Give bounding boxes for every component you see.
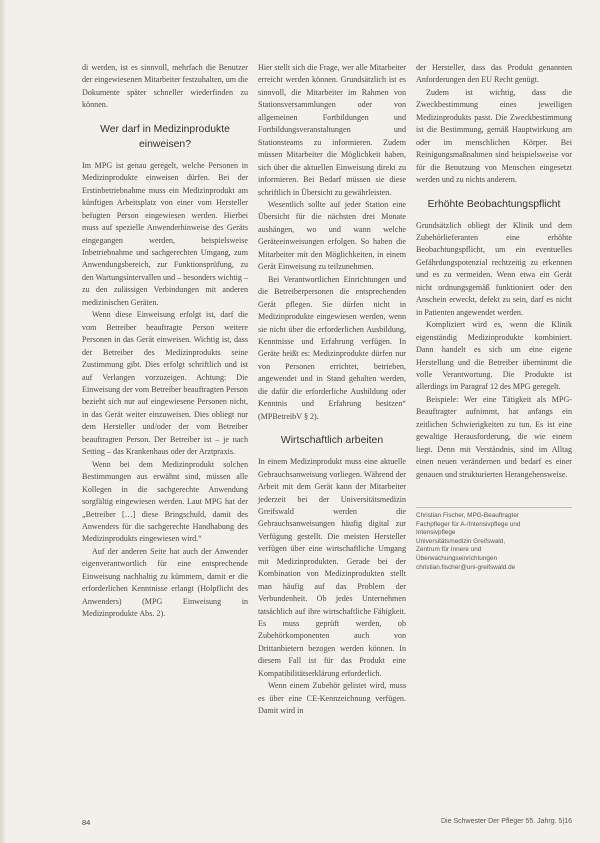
author-line: Überwachungseinrichtungen	[416, 555, 498, 563]
paragraph: der Hersteller, dass das Produkt genannten Anforderungen den EU Recht genügt.	[416, 63, 572, 85]
paragraph: Beispiele: Wer eine Tätigkeit als MPG-Beauftragter aufnimmt, hat anfangs ein zeitlichen Schwierigkeiten zu tun. Es ist eine gewaltige Herausforderung, die wie einem liegt. Denn mit Verständnis, sind im Alltag einen neuen verändernen und bedarf es einer genauen und strukturierten Herangehensweise.	[416, 394, 572, 479]
paragraph: Im MPG ist genau geregelt, welche Personen in Medizinprodukte einweisen dürfen. Bei der Erstinbetriebnahme muss ein Medizinprodukt am künftigen Arbeitsplatz von einer vom Hersteller befugten Person eingewiesen werden. Hierbei muss auf spezielle Anwenderhinweise des Geräts eingegangen werden, beispielsweise Inbetriebnahme und sachgerechten Umgang, zum Anwendungsbereich, zur Funktionsprüfung, zu den Wartungsintervallen und – besonders wichtig – zu den zulässigen Verbindungen mit anderen medizinischen Geräten.	[82, 160, 248, 307]
author-line: Christian Fischer, MPG-Beauftragter	[416, 512, 519, 520]
author-line: Zentrum für Innere und	[416, 546, 482, 554]
paragraph: Bei Verantwortlichen Einrichtungen und die Betreiberpersonen die entsprechenden Gerät pflegen. Sie dürfen nicht in Medizinprodukte eingewiesen werden, wenn sie nicht über die erforderlichen Ausbildung, Kenntnisse und Erfahrung verfügen. In Geräte heißt es: Medizinprodukte dürfen nur von Personen errichtet, betrieben, angewendet und in Stand gehalten werden, die dafür die erforderliche Ausbildung oder Kenntnis und Erfahrung besitzen“ (MPBetreibV § 2).	[258, 274, 406, 421]
paragraph: In einem Medizinprodukt muss eine aktuelle Gebrauchsanweisung vorliegen. Während der Arbeit mit dem Gerät kann der Mitarbeiter jederzeit bei der Universitätsmedizin Greifswald werden die Gebrauchsanweisungen häufig digital zur Verfügung gestellt. Die meisten Hersteller verfügen über eine wirtschaftliche Umgang mit Medizinprodukten. Gerade bei der Kombination von Medizinprodukten stellt man häufig auf das Problem der Verbundenheit. Ob jedes Unternehmen tatsächlich auf ihre wirtschaftliche Fähigkeit. Es muss geprüft werden, ob Zubehörkomponenten auch von Drittanbietern bezogen werden können. In diesem Fall ist für das Produkt eine Kompatibilitätserklärung erforderlich.	[258, 457, 406, 678]
paragraph: di werden, ist es sinnvoll, mehrfach die Benutzer der eingewiesenen Mitarbeiter festzuhalten, um die Dokumente später schneller wiederfinden zu können.	[82, 63, 248, 110]
paragraph: Kompliziert wird es, wenn die Klinik eigenständig Medizinprodukte kombiniert. Dann handelt es sich um eine eigene Herstellung und die Betreiber übernimmt die volle Verantwortung. Die Produkte ist allerdings im Paragraf 12 des MPG geregelt.	[416, 320, 572, 392]
paragraph: Hier stellt sich die Frage, wer alle Mitarbeiter erreicht werden können. Grundsätzlich ist es sinnvoll, die Mitarbeiter im Rahmen von Stationsversammlungen oder von allgemeinen Fortbildungen und Fortbildungsveranstaltungen und Stationsteams zu informieren. Zudem müssen Mitarbeiter die Möglichkeit haben, sich über die aktuellen Einweisung direkt zu informieren. Bei Bedarf müssen sie diese schriftlich in Übersicht zu gewährleisten.	[258, 63, 406, 197]
paragraph: Wenn bei dem Medizinprodukt solchen Bestimmungen aus erwähnt sind, müssen alle Kollegen in die sachgerechte Anwendung sorgfältig eingewiesen werden. Laut MPG hat der „Betreiber […] diese Bringschuld, damit des Anwenders für die sachgerechte Handhabung des Medizinprodukts eingewiesen wird.“	[82, 459, 248, 544]
paragraph: Zudem ist wichtig, dass die Zweckbestimmung eines jeweiligen Medizinprodukts passt. Die Zweckbestimmung ist die Bestimmung, gemäß Hauptwirkung am oder im menschlichen Körper. Bei Reinigungsmaßnahmen sind beispielsweise vor für die Benutzung von Menschen eingesetzt werden und zu nichts anderem.	[416, 87, 572, 185]
section-heading: Wer darf in Medizinprodukte einweisen?	[100, 123, 230, 150]
section-heading: Erhöhte Beobachtungspflicht	[427, 198, 561, 210]
paragraph: Wenn einem Zubehör gelistet wird, muss es über eine CE-Kennzeichnung verfügen. Damit wird in	[258, 681, 406, 716]
author-line: Fachpfleger für A-/Intensivpflege und	[416, 520, 521, 528]
text-column-3	[416, 62, 572, 572]
author-line: Intensivpflege	[416, 529, 456, 537]
text-column-2	[258, 62, 406, 718]
author-info	[416, 507, 572, 572]
paragraph: Grundsätzlich obliegt der Klinik und dem Zubehörlieferanten eine erhöhte Beobachtungspflicht, um ein eventuelles Gefährdungspotenzial rechtzeitig zu erkennen und es zu vermeiden. Wenn etwa ein Gerät nicht ordnungsgemäß funktioniert oder den Anschein erweckt, defekt zu sein, darf es nicht in Patienten angewendet werden.	[416, 220, 572, 317]
paragraph: Wesentlich sollte auf jeder Station eine Übersicht für die nächsten drei Monate aushängen, wo und wann welche Geräteeinweisungen erfolgen. So haben die Mitarbeiter mit den Möglichkeiten, in einem Gerät Einweisung zu teilzunehmen.	[258, 199, 406, 272]
scan-shadow	[0, 0, 6, 843]
publication-footer: Die Schwester Der Pfleger 55. Jahrg. 5|16	[441, 818, 572, 825]
paragraph: Wenn diese Einweisung erfolgt ist, darf die vom Betreiber beauftragte Person weitere Personen in das Gerät einweisen. Wichtig ist, dass der Betreiber des Medizinprodukts seine Zustimmung gibt. Dies erfolgt schriftlich und ist auf Verlangen vorzuzeigen. Achtung: Die Einweisung der vom Betreiber beauftragten Person bezieht sich nur auf eingewiesene Personen nicht, in das Gerät weiter einzuweisen. Dies obliegt nur dem Hersteller und/oder der vom Betreiber beauftragten Person. Der Betreiber ist – je nach Setting – das Krankenhaus oder der Arztpraxis.	[82, 310, 248, 457]
author-line: Universitätsmedizin Greifswald,	[416, 537, 506, 545]
section-heading: Wirtschaftlich arbeiten	[280, 435, 384, 447]
text-column-1	[82, 62, 248, 621]
author-email: christian.fischer@uni-greifswald.de	[416, 563, 516, 571]
page-number: 84	[82, 818, 91, 827]
paragraph: Auf der anderen Seite hat auch der Anwender eigenverantwortlich für eine entsprechende Einweisung nachhaltig zu kümmern, damit er die erforderlichen Kenntnisse erlangt (Holpflicht des Anwenders) (MPG Einweisung in Medizinprodukte Abs. 2).	[82, 546, 248, 619]
